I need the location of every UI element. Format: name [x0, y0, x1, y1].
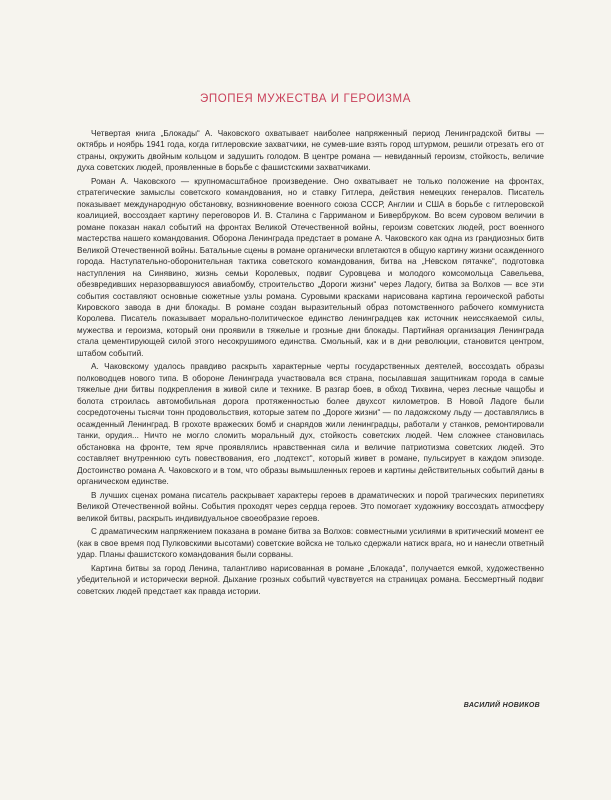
paragraph: А. Чаковскому удалось правдиво раскрыть характерные черты государственных деятелей, воссоздать образы полководцев нового типа. В обороне Ленинграда участвовала вся страна, посылавшая защитникам города в самые тяжелые дни битвы подкрепления в живой силе и технике. В разгар боев, в обход Тихвина, через лесные чащобы и болота строилась автомобильная дорога протяженностью более двухсот километров. В Новой Ладоге были сосредоточены тысячи тонн продовольствия, которые затем по „Дороге жизни“ — по ладожскому льду — доставлялись в осажденный Ленинград. В грохоте вражеских бомб и снарядов жили ленинградцы, работали у станков, ремонтировали танки, орудия... Ничто не могло сломить моральный дух, стойкость советских людей. Чем сложнее становилась обстановка на фронте, тем ярче проявлялись нравственная сила и величие патриотизма советских людей. Это составляет внутреннюю суть повествования, его „подтекст“, который живет в романе, пульсирует в каждом эпизоде. Достоинство романа А. Чаковского и в том, что образы вымышленных героев и картины действительных событий даны в органическом единстве.: [77, 362, 544, 486]
paragraph: Четвертая книга „Блокады“ А. Чаковского охватывает наиболее напряженный период Ленинградской битвы — октябрь и ноябрь 1941 года, когда гитлеровские захватчики, не сумев-шие взять город штурмом, решили отрезать его от страны, окружить двойным кольцом и задушить голодом. В центре романа — невиданный героизм, стойкость, величие духа советских людей, проявленные в борьбе с фашистскими захватчиками.: [77, 129, 544, 173]
author-signature: ВАСИЛИЙ НОВИКОВ: [463, 702, 540, 709]
paragraph: В лучших сценах романа писатель раскрывает характеры героев в драматических и порой трагических перипетиях Великой Отечественной войны. События проходят через сердца героев. Это помогает художнику воссоздать атмосферу великой битвы, раскрыть индивидуальное своеобразие героев.: [77, 490, 544, 523]
paragraph: Роман А. Чаковского — крупномасштабное произведение. Оно охватывает не только положение на фронтах, стратегические замыслы советского командования, но и ставку Гитлера, действия немецких генералов. Писатель показывает международную обстановку, возникновение военного союза СССР, Англии и США в борьбе с гитлеровской коалицией, воссоздает картину переговоров И. В. Сталина с Гарриманом и Бивербруком. Во всем суровом величии в романе показан накал событий на фронтах Великой Отечественной войны, героизм советских людей, рост военного мастерства нашего командования. Оборона Ленинграда предстает в романе А. Чаковского как одна из грандиозных битв Великой Отечественной войны. Батальные сцены в романе органически вплетаются в общую картину жизни осажденного города. Наступательно-оборонительная тактика советского командования, битва на „Невском пятачке“, подготовка наступления на Синявино, жизнь семьи Королевых, подвиг Суровцева и молодого комсомольца Савельева, обезвредивших неразорвавшуюся авиабомбу, строительство „Дороги жизни“ через Ладогу, битва за Волхов — все эти события составляют основные сюжетные узлы романа. Суровыми красками нарисована картина героической работы Кировского завода в дни блокады. В романе создан выразительный образ потомственного рабочего коммуниста Королева. Писатель показывает морально-политическое единство ленинградцев как источник неиссякаемой силы, мужества и героизма, который они проявили в тяжелые и грозные дни блокады. Партийная организация Ленинграда стала цементирующей силой этого несокрушимого единства. Смольный, как и в дни революции, становится центром, штабом событий.: [77, 177, 544, 358]
paragraph: С драматическим напряжением показана в романе битва за Волхов: совместными усилиями в критический момент ее (как в свое время под Пулковскими высотами) советские войска не только сдержали натиск врага, но и нанесли ответный удар. Планы фашистского командования были сорваны.: [77, 527, 544, 560]
article-title: ЭПОПЕЯ МУЖЕСТВА И ГЕРОИЗМА: [200, 93, 411, 105]
article-body: [77, 128, 544, 599]
paragraph: Картина битвы за город Ленина, талантливо нарисованная в романе „Блокада“, получается емкой, художественно убедительной и исторически верной. Дыхание грозных событий чувствуется на страницах романа. Бессмертный подвиг советских людей предстает как правда истории.: [77, 563, 544, 596]
